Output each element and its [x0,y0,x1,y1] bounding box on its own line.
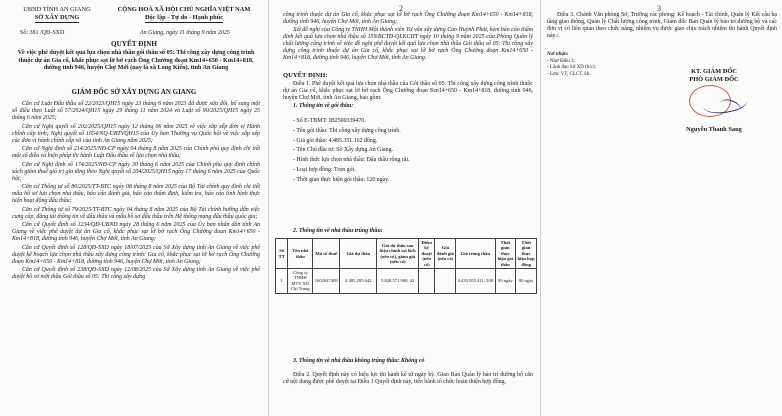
signer-name: Nguyễn Thanh Sang [686,126,742,133]
org-name: SỞ XÂY DỰNG [34,14,80,21]
section-3-heading: 3. Thông tin về nhà thầu không trúng thầu: Không có [293,358,425,364]
deciding-authority: GIÁM ĐỐC SỞ XÂY DỰNG AN GIANG [71,88,197,96]
article-1-text: Điều 1. Phê duyệt kết quả lựa chọn nhà thầu của Gói thầu số 05: Thi công xây dựng công trình thuộc dự án Gia cố, khắc phục sạt lở bờ rạch Ông Chưởng đoạn Km14+650 - Km14+818, đường tỉnh 946, huyện Chợ Mới, tỉnh An Giang, bao gồm: [283,81,533,102]
article-2 [283,372,533,387]
col-header: Giá đánh giá (nếu có) [435,239,456,269]
proposal-text: Xét đề nghị của Công ty TNHH Một thành viên Tư vấn xây dựng Cao Huỳnh Phát, kèm báo cáo thẩm định kết quả lựa chọn nhà thầu số 159/BCTĐ-QLKCHT ngày 10 tháng 9 năm 2025 của Phòng Quản lý chất lượng công trình về việc đề nghị phê duyệt kết quả lựa chọn nhà thầu Gói thầu số 05: Thi công xây dựng công trình thuộc dự án Gia cố, khắc phục sạt lở bờ rạch Ông Chưởng đoạn Km14+650 - Km14+818, đường tỉnh 946, huyện Chợ Mới, tỉnh An Giang. [283,27,533,62]
table-header-row [276,239,537,269]
package-info-item: - Hình thức lựa chọn nhà thầu: Đấu thầu rộng rãi. [293,157,410,164]
recipients-block [547,52,596,78]
subject-continuation: công trình thuộc dự án Gia cố, khắc phục sạt lở bờ rạch Ông Chưởng đoạn Km14+650 - Km14+818, đường tỉnh 946, huyện Chợ Mới, tỉnh An Giang; [283,12,533,26]
col-header: Giá dự thầu sau hiệu chỉnh sai lệch (nếu có), giảm giá (nếu có) [377,239,418,269]
section-1-heading: 1. Thông tin về gói thầu: [293,103,354,110]
col-header: Giá trúng thầu [456,239,495,269]
col-header: Số TT [276,239,288,269]
legal-basis-paragraph: Căn cứ Quyết định số 1234/QĐ-UBND ngày 28 tháng 6 năm 2025 của Ủy ban nhân dân tỉnh An Giang về việc phê duyệt dự án Gia cố, khắc phục sạt lở bờ rạch Ông Chưởng đoạn Km14+650 - Km14+818, đường tỉnh 946, huyện Chợ Mới, tỉnh An Giang; [12,222,260,243]
legal-basis-paragraph: Căn cứ Nghị định số 214/2025/NĐ-CP ngày 04 tháng 8 năm 2025 của Chính phủ quy định chi tiết một số điều và biện pháp thi hành Luật Đấu thầu về lựa chọn nhà thầu; [12,146,260,160]
table-cell: 90 ngày [495,269,516,294]
national-motto: Độc lập - Tự do - Hạnh phúc [144,14,224,21]
page-number: 3 [657,4,661,13]
parent-org: UBND TỈNH AN GIANG [23,6,91,13]
signature-title-block [651,68,777,84]
package-info-item: - Tên gói thầu: Thi công xây dựng công trình. [293,127,401,134]
nation-title: CỘNG HOÀ XÃ HỘI CHỦ NGHĨA VIỆT NAM [117,6,251,13]
place-date: An Giang, ngày 11 tháng 9 năm 2025 [140,30,230,36]
decides-heading: QUYẾT ĐỊNH: [283,72,328,79]
table-cell: 1602047409 [313,269,340,294]
table-cell: 4.433.955.411, 938 [456,269,495,294]
issuing-agency-header [12,6,102,23]
package-info-list [283,117,533,186]
col-header: Mã số thuế [313,239,340,269]
national-header [104,6,264,23]
table-cell: 4.485.295.642 [340,269,377,294]
package-info-item: - Giá gói thầu: 4.485.351.162 đồng. [293,137,378,144]
proposal-paragraph [283,27,533,63]
package-info-item: - Tên Chủ đầu tư: Sở Xây dựng An Giang. [293,147,394,154]
document-page-2 [268,0,540,416]
package-info-item: - Thời gian thực hiện gói thầu: 120 ngày. [293,176,390,183]
document-page-3 [540,0,782,416]
table-cell: 5.828.571.908, 42 [377,269,418,294]
legal-basis-paragraph: Căn cứ Thông tư số 80/2025/TT-BTC ngày 08 tháng 8 năm 2025 của Bộ Tài chính quy định chi tiết mẫu hồ sơ lựa chọn nhà thầu, báo cáo đánh giá, báo cáo thẩm định, kiểm tra, báo cáo tình hình thực hiện hoạt động đấu thầu; [12,184,260,205]
table-cell: 1 [276,269,288,294]
package-info-item: - Số E-TBMT: IB2500339470. [293,118,366,124]
table-cell [435,269,456,294]
recipient-item: - Lãnh đạo Sở XD (b/c); [547,65,596,71]
article-2-text: Điều 2. Quyết định này có hiệu lực thi hành kể từ ngày ký. Giao Ban Quản lý bảo trì đường bộ căn cứ nội dung được phê duyệt tại Điều 1 Quyết định này, tiến hành tổ chức hoàn thiện hợp đồng. [283,372,533,386]
article-3-text: Điều 3. Chánh Văn phòng Sở, Trưởng các phòng: Kế hoạch - Tài chính, Quản lý Kết cấu hạ tầng giao thông, Quản lý Chất lượng công trình, Giám đốc Ban Quản lý bảo trì đường bộ và các đơn vị có liên quan theo chức năng, nhiệm vụ được giao chịu trách nhiệm thi hành Quyết định này./. [547,12,777,40]
legal-basis-paragraph: Căn cứ Nghị quyết số 202/2025/QH15 ngày 12 tháng 06 năm 2025 về việc sắp xếp đơn vị Hành chính cấp tỉnh; Nghị quyết số 1654/NQ-UBTVQH15 của Ủy ban Thường vụ Quốc hội về việc sắp xếp các đơn vị hành chính cấp xã của tỉnh An Giang năm 2025; [12,123,260,144]
section-2-heading: 2. Thông tin về nhà thầu trúng thầu: [293,228,383,234]
document-number: Số: 381 /QĐ-SXD [20,30,65,36]
table-row [276,269,537,294]
recipients-title: Nơi nhận: [547,52,569,57]
col-header: Tên nhà thầu [288,239,313,269]
legal-basis-paragraph: Căn cứ Thông tư số 79/2025/TT-BTC ngày 04 tháng 8 năm 2025 của Bộ Tài chính hướng dẫn việc cung cấp, đăng tải thông tin về đấu thầu và mẫu hồ sơ đấu thầu trên Hệ thống mạng đấu thầu quốc gia; [12,206,260,220]
legal-basis-paragraph: Căn cứ Luật Đấu thầu số 22/2023/QH15 ngày 23 tháng 6 năm 2023 đã được sửa đổi, bổ sung một số điều theo Luật số 57/2024/QH15 ngày 29 tháng 11 năm 2024 và Luật số 90/2025/QH15 ngày 25 tháng 6 năm 2025; [12,101,260,122]
winning-bidder-table [275,238,537,294]
legal-basis [12,101,260,283]
article-1 [283,81,533,111]
table-cell: 90 ngày [516,269,537,294]
sign-title: PHÓ GIÁM ĐỐC [689,76,739,83]
col-header: Thời gian thực hiện hợp đồng [517,240,535,267]
col-header: Điểm kỹ thuật (nếu có) [418,239,435,269]
document-page-1 [0,0,268,416]
recipient-item: - Như Điều 3; [547,58,575,64]
table-cell [418,269,435,294]
col-header: Thời gian thực hiện gói thầu [495,239,516,269]
recipient-item: - Lưu: VT, CLCT, kb. [547,71,591,77]
page-number: 2 [399,4,403,13]
document-title: QUYẾT ĐỊNH [111,40,157,48]
table-cell: Công ty TNHH MTV XD Chí Trung [288,269,313,294]
package-info-item: - Loại hợp đồng: Trọn gói. [293,166,356,173]
legal-basis-paragraph: Căn cứ Quyết định số 128/QĐ-SXD ngày 18/07/2025 của Sở Xây dựng tỉnh An Giang về việc phê duyệt kế hoạch lựa chọn nhà thầu xây dựng công trình: Gia cố, khắc phục sạt lở bờ rạch Ông Chưởng đoạn Km14+650 - Km14+818, đường tỉnh 946, huyện Chợ Mới, tỉnh An Giang; [12,244,260,265]
col-header: Giá dự thầu [340,239,377,269]
legal-basis-paragraph: Căn cứ Nghị định số 174/2025/NĐ-CP ngày 30 tháng 6 năm 2025 của Chính phủ quy định chính sách giảm thuế giá trị gia tăng theo Nghị quyết số 204/2025/QH15 ngày 17 tháng 6 năm 2025 của Quốc hội; [12,161,260,182]
article-3 [547,12,777,40]
legal-basis-paragraph: Căn cứ Quyết định số 238/QĐ-SXD ngày 12/08/2025 của Sở Xây dựng tỉnh An Giang về việc phê duyệt hồ sơ mời thầu Gói thầu số 05: Thi công xây dựng [12,267,260,281]
sign-for: KT. GIÁM ĐỐC [691,68,737,75]
document-subject: Về việc phê duyệt kết quả lựa chọn nhà thầu gói thầu số 05: Thi công xây dựng công trình thuộc dự án Gia cố, khắc phục sạt lở bờ rạch Ông Chưởng đoạn Km14+650 - Km14+818, đường tỉnh 946, huyện Chợ Mới (nay là xã Long Kiến), tỉnh An Giang [17,49,255,72]
